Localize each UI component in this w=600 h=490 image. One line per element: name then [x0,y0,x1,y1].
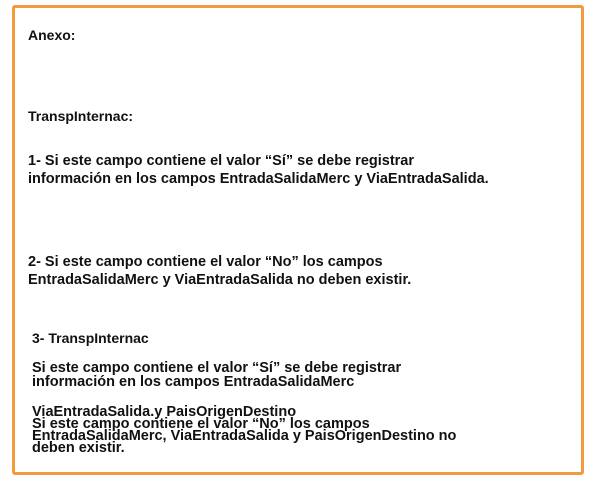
rule-2-line-2: EntradaSalidaMerc y ViaEntradaSalida no deben existir. [28,272,412,288]
rule-3-line-3: ViaEntradaSalida.y PaisOrigenDestino [32,404,297,420]
rule-1-line-2: información en los campos EntradaSalidaMerc y ViaEntradaSalida. [28,171,489,187]
rule-3-line-6: deben existir. [32,440,125,456]
rule-1-line-1: 1- Si este campo contiene el valor “Sí” se debe registrar [28,153,415,169]
annex-heading: Anexo: [28,27,76,43]
rule-2-line-1: 2- Si este campo contiene el valor “No” los campos [28,254,383,270]
rule-3-line-1: Si este campo contiene el valor “Sí” se debe registrar [32,360,402,376]
rule-2 [28,253,411,289]
border-tick-right [581,326,584,338]
field-name-heading: TranspInternac: [28,108,134,124]
rule-1 [28,152,489,188]
rule-3-line-5: EntradaSalidaMerc, ViaEntradaSalida y PaisOrigenDestino no [32,428,457,444]
rule-3-line-4: Si este campo contiene el valor “No” los campos [32,416,370,432]
rule-3-line-2: información en los campos EntradaSalidaMerc [32,374,355,390]
rule-3-heading: 3- TranspInternac [32,330,149,346]
border-tick-left [12,326,15,338]
